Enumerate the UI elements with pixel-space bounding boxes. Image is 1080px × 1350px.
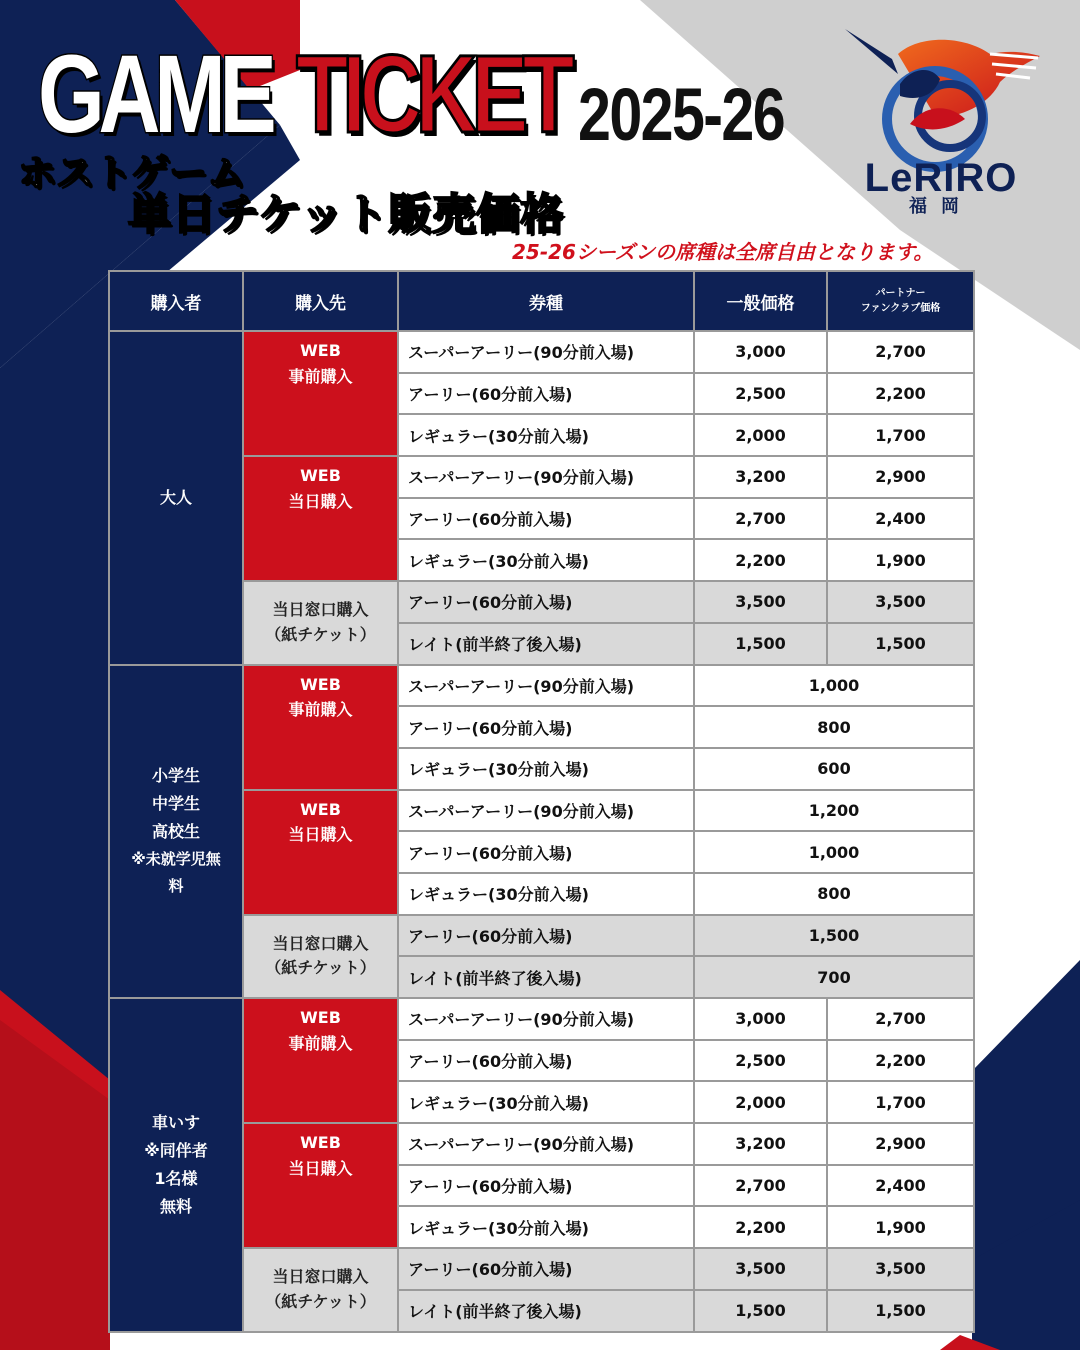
general-price: 3,200 xyxy=(694,1123,827,1165)
logo-city: 福岡 xyxy=(909,196,973,217)
ticket-type: アーリー(60分前入場) xyxy=(398,915,694,957)
buyer-junior-high-label: 中学生 xyxy=(151,794,200,814)
partner-price: 2,200 xyxy=(827,373,974,415)
ticket-type: スーパーアーリー(90分前入場) xyxy=(398,790,694,832)
general-price: 2,200 xyxy=(694,1206,827,1248)
channel-counter-label: 当日窓口購入 xyxy=(272,1267,369,1287)
channel-counter xyxy=(243,581,398,664)
ticket-type: アーリー(60分前入場) xyxy=(398,498,694,540)
channel-paper-ticket-label: （紙チケット） xyxy=(265,1291,376,1311)
partner-price: 2,900 xyxy=(827,456,974,498)
buyer-wheelchair xyxy=(109,998,243,1332)
header-ticket-type: 券種 xyxy=(398,271,694,331)
header-partner-fanclub-price xyxy=(827,271,974,331)
table-row xyxy=(109,331,974,373)
ticket-type: スーパーアーリー(90分前入場) xyxy=(398,665,694,707)
title-game: GAME xyxy=(38,33,271,156)
title-season: 2025-26 xyxy=(578,73,785,156)
channel-counter-label: 当日窓口購入 xyxy=(272,600,369,620)
partner-price: 2,400 xyxy=(827,1165,974,1207)
partner-price: 2,700 xyxy=(827,998,974,1040)
channel-web-label: WEB xyxy=(300,341,341,360)
general-price: 2,700 xyxy=(694,498,827,540)
flat-price: 800 xyxy=(694,706,974,748)
flat-price: 1,000 xyxy=(694,831,974,873)
channel-web-label: WEB xyxy=(300,1008,341,1027)
channel-web-label: WEB xyxy=(300,466,341,486)
channel-web-sameday xyxy=(243,790,398,915)
general-price: 2,500 xyxy=(694,373,827,415)
channel-counter xyxy=(243,915,398,998)
flat-price: 700 xyxy=(694,956,974,998)
general-price: 2,000 xyxy=(694,1081,827,1123)
ticket-type: レイト(前半終了後入場) xyxy=(398,1290,694,1332)
table-row xyxy=(109,998,974,1040)
channel-web-sameday xyxy=(243,1123,398,1248)
general-price: 3,200 xyxy=(694,456,827,498)
ticket-type: アーリー(60分前入場) xyxy=(398,831,694,873)
channel-advance-label: 事前購入 xyxy=(288,1033,353,1053)
subtitle-single-day-price: 単日チケット販売価格 xyxy=(128,190,565,240)
buyer-elementary-label: 小学生 xyxy=(151,766,200,786)
ticket-type: レギュラー(30分前入場) xyxy=(398,1081,694,1123)
general-price: 3,500 xyxy=(694,581,827,623)
general-price: 3,000 xyxy=(694,998,827,1040)
buyer-adult: 大人 xyxy=(109,331,243,665)
buyer-high-school-label: 高校生 xyxy=(151,822,200,842)
ticket-type: スーパーアーリー(90分前入場) xyxy=(398,1123,694,1165)
ticket-type: レギュラー(30分前入場) xyxy=(398,1206,694,1248)
companion-count: 1名様 xyxy=(154,1168,198,1188)
general-price: 1,500 xyxy=(694,1290,827,1332)
header-partner: パートナー xyxy=(875,288,926,299)
ticket-type: アーリー(60分前入場) xyxy=(398,1248,694,1290)
flat-price: 1,000 xyxy=(694,665,974,707)
channel-advance-label: 事前購入 xyxy=(288,700,353,720)
partner-price: 3,500 xyxy=(827,1248,974,1290)
channel-web-label: WEB xyxy=(300,799,341,819)
flat-price: 1,500 xyxy=(694,915,974,957)
partner-price: 1,700 xyxy=(827,414,974,456)
ticket-type: レイト(前半終了後入場) xyxy=(398,623,694,665)
ticket-type: レギュラー(30分前入場) xyxy=(398,873,694,915)
partner-price: 2,200 xyxy=(827,1040,974,1082)
general-price: 3,000 xyxy=(694,331,827,373)
flat-price: 800 xyxy=(694,873,974,915)
partner-price: 1,500 xyxy=(827,1290,974,1332)
flat-price: 1,200 xyxy=(694,790,974,832)
channel-web-label: WEB xyxy=(300,674,341,694)
partner-price: 2,900 xyxy=(827,1123,974,1165)
price-table xyxy=(108,270,975,1333)
channel-web-advance xyxy=(243,665,398,790)
companion-free: 無料 xyxy=(159,1196,192,1216)
general-price: 2,000 xyxy=(694,414,827,456)
ticket-type: レギュラー(30分前入場) xyxy=(398,748,694,790)
channel-web-advance xyxy=(243,331,398,456)
table-row xyxy=(109,665,974,707)
general-price: 2,500 xyxy=(694,1040,827,1082)
free-seating-note: 25-26シーズンの席種は全席自由となります。 xyxy=(512,240,934,264)
partner-price: 3,500 xyxy=(827,581,974,623)
ticket-type: アーリー(60分前入場) xyxy=(398,373,694,415)
ticket-type: スーパーアーリー(90分前入場) xyxy=(398,998,694,1040)
header-channel: 購入先 xyxy=(243,271,398,331)
preschool-note-line2: 料 xyxy=(168,877,184,896)
ticket-type: レギュラー(30分前入場) xyxy=(398,539,694,581)
channel-paper-ticket-label: （紙チケット） xyxy=(265,958,376,978)
partner-price: 1,700 xyxy=(827,1081,974,1123)
partner-price: 2,700 xyxy=(827,331,974,373)
flat-price: 600 xyxy=(694,748,974,790)
channel-sameday-label: 当日購入 xyxy=(288,825,353,845)
header-fanclub-price: ファンクラブ価格 xyxy=(860,303,941,314)
ticket-type: レイト(前半終了後入場) xyxy=(398,956,694,998)
logo-wordmark: LeRIRO xyxy=(864,156,1018,200)
buyer-wheelchair-label: 車いす xyxy=(151,1112,200,1132)
partner-price: 1,900 xyxy=(827,1206,974,1248)
general-price: 3,500 xyxy=(694,1248,827,1290)
header-general-price: 一般価格 xyxy=(694,271,827,331)
channel-web-sameday xyxy=(243,456,398,581)
buyer-student xyxy=(109,665,243,999)
channel-counter-label: 当日窓口購入 xyxy=(272,933,369,953)
ticket-type: アーリー(60分前入場) xyxy=(398,1165,694,1207)
ticket-type: アーリー(60分前入場) xyxy=(398,1040,694,1082)
title-ticket: TICKET xyxy=(296,33,569,156)
ticket-type: レギュラー(30分前入場) xyxy=(398,414,694,456)
subtitle-host-game: ホストゲーム xyxy=(18,151,246,195)
ticket-type: アーリー(60分前入場) xyxy=(398,706,694,748)
channel-web-advance xyxy=(243,998,398,1123)
channel-counter xyxy=(243,1248,398,1331)
channel-web-label: WEB xyxy=(300,1133,341,1153)
table-header-row xyxy=(109,271,974,331)
ticket-type: スーパーアーリー(90分前入場) xyxy=(398,331,694,373)
header-buyer: 購入者 xyxy=(109,271,243,331)
ticket-type: スーパーアーリー(90分前入場) xyxy=(398,456,694,498)
channel-advance-label: 事前購入 xyxy=(288,366,353,386)
partner-price: 1,500 xyxy=(827,623,974,665)
channel-sameday-label: 当日購入 xyxy=(288,491,353,511)
general-price: 2,200 xyxy=(694,539,827,581)
ticket-type: アーリー(60分前入場) xyxy=(398,581,694,623)
preschool-note-line1: ※未就学児無 xyxy=(131,850,221,869)
companion-note: ※同伴者 xyxy=(144,1140,208,1160)
preschool-free-note xyxy=(110,846,242,900)
general-price: 2,700 xyxy=(694,1165,827,1207)
channel-sameday-label: 当日購入 xyxy=(288,1158,353,1178)
channel-paper-ticket-label: （紙チケット） xyxy=(265,624,376,644)
partner-price: 2,400 xyxy=(827,498,974,540)
partner-price: 1,900 xyxy=(827,539,974,581)
general-price: 1,500 xyxy=(694,623,827,665)
